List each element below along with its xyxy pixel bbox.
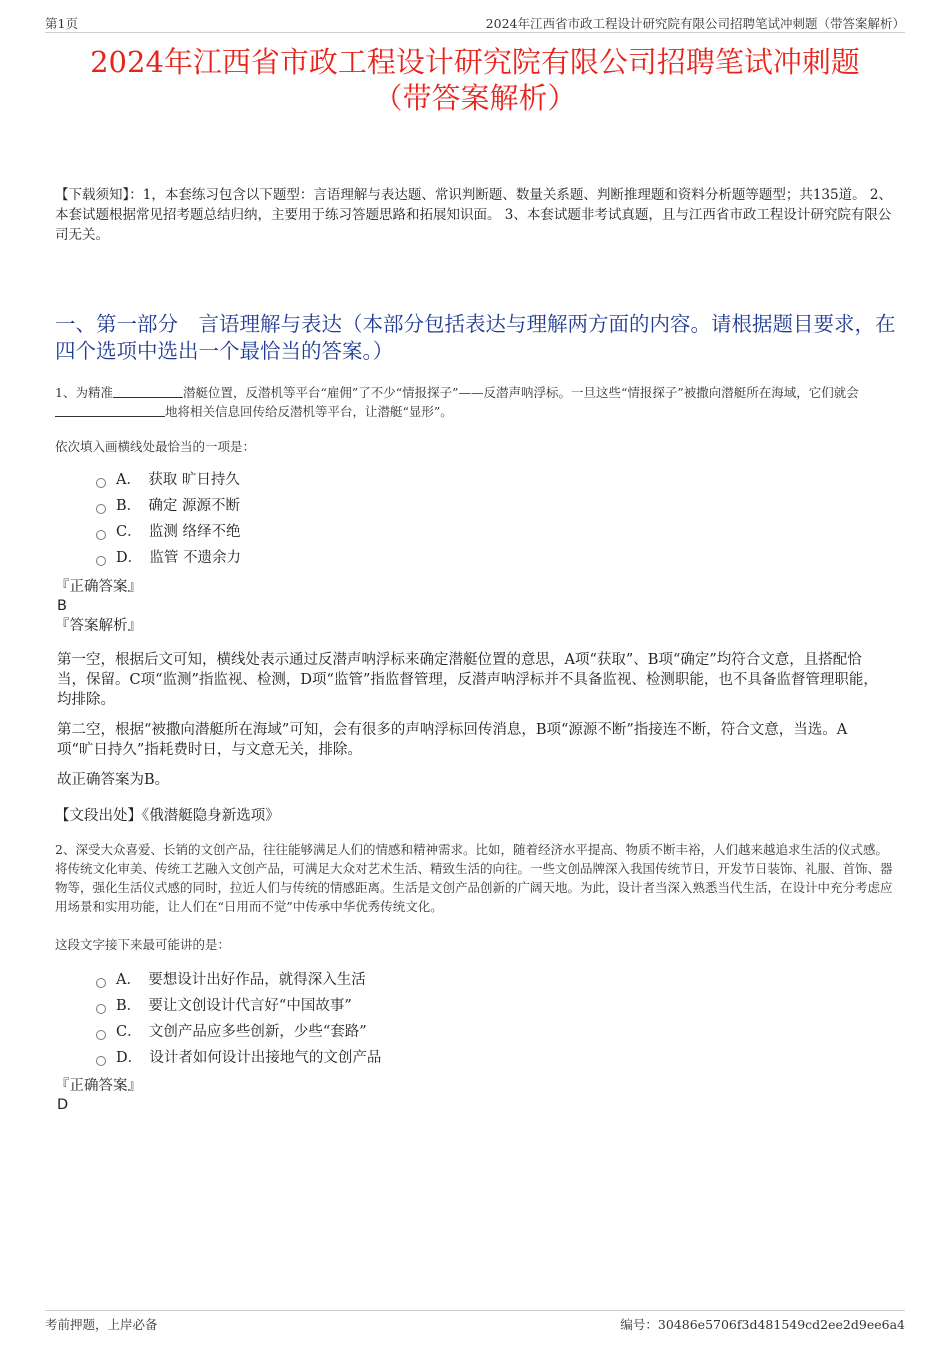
page-number: 第1页 [45, 16, 78, 31]
radio-icon[interactable] [96, 504, 106, 514]
footer-slogan: 考前押题，上岸必备 [45, 1317, 158, 1332]
q1-analysis-paragraph-2: 第二空，根据“被撒向潜艇所在海域”可知，会有很多的声呐浮标回传消息，B项“源源不断”指接连不断，符合文意，当选。A项“旷日持久”指耗费时日，与文意无关，排除。 [57, 722, 848, 758]
q1-source: 【文段出处】《俄潜艇隐身新选项》 [55, 808, 280, 824]
question-1-options [96, 467, 241, 571]
document-title [40, 44, 910, 116]
q1-text-b: 潜艇位置，反潜机等平台“雇佣”了不少“情报探子”——反潜声呐浮标。一旦这些“情报探子”被撒向潜艇所在海域，它们就会 [182, 385, 859, 400]
q1-option-b[interactable]: B． 确定 源源不断 [96, 493, 241, 519]
question-1-prompt: 依次填入画横线处最恰当的一项是： [55, 439, 256, 454]
q1-answer: B [57, 598, 67, 614]
q1-text-a: 1、为精准 [55, 385, 113, 400]
q1-option-d[interactable]: D． 监管 不遗余力 [96, 545, 241, 571]
q1-blank-1 [113, 385, 183, 398]
q1-option-c[interactable]: C． 监测 络绎不绝 [96, 519, 241, 545]
page-footer [45, 1310, 905, 1335]
header-doc-title: 2024年江西省市政工程设计研究院有限公司招聘笔试冲刺题（带答案解析） [485, 16, 905, 31]
q1-blank-2 [55, 404, 165, 417]
question-1-text [55, 383, 900, 421]
title-line-1: 2024年江西省市政工程设计研究院有限公司招聘笔试冲刺题 [90, 45, 860, 79]
download-notice: 【下载须知】：1，本套练习包含以下题型：言语理解与表达题、常识判断题、数量关系题、判断推理题和资料分析题等题型；共135道。 2、本套试题根据常见招考题总结归纳，主要用于练习答题思路和拓展知识面。 3、本套试题非考试真题，且与江西省市政工程设计研究院有限公司无关。 [55, 187, 892, 243]
radio-icon[interactable] [96, 978, 106, 988]
page-header [45, 14, 905, 33]
q1-analysis-paragraph-3: 故正确答案为B。 [57, 772, 170, 788]
q1-text-c: 地将相关信息回传给反潜机等平台，让潜艇“显形”。 [165, 404, 453, 419]
footer-serial-number: 编号：30486e5706f3d481549cd2ee2d9ee6a4 [620, 1317, 905, 1332]
title-line-2: （带答案解析） [373, 81, 577, 115]
question-2-options [96, 967, 381, 1071]
question-2-prompt: 这段文字接下来最可能讲的是： [55, 937, 231, 952]
radio-icon[interactable] [96, 530, 106, 540]
q1-analysis-paragraph-1: 第一空，根据后文可知，横线处表示通过反潜声呐浮标来确定潜艇位置的意思，A项“获取”、B项“确定”均符合文意，且搭配恰当，保留。C项“监测”指监视、检测，D项“监管”指监督管理，反潜声呐浮标并不具备监视、检测职能，也不具备监督管理职能，均排除。 [57, 652, 878, 708]
q1-analysis-label: 『答案解析』 [55, 618, 142, 634]
q2-answer: D [57, 1097, 69, 1113]
section-title: 一、第一部分 言语理解与表达（本部分包括表达与理解两方面的内容。请根据题目要求，在四个选项中选出一个最恰当的答案。） [55, 312, 896, 363]
q2-answer-label: 『正确答案』 [55, 1078, 142, 1094]
question-2-text: 2、深受大众喜爱、长销的文创产品，往往能够满足人们的情感和精神需求。比如，随着经济水平提高、物质不断丰裕，人们越来越追求生活的仪式感。将传统文化审美、传统工艺融入文创产品，可满足大众对艺术生活、精致生活的向往。一些文创品牌深入我国传统节日，开发节日装饰、礼服、首饰、器物等，强化生活仪式感的同时，拉近人们与传统的情感距离。生活是文创产品创新的广阔天地。为此，设计者当深入熟悉当代生活，在设计中充分考虑应用场景和实用功能，让人们在“日用而不觉”中传承中华优秀传统文化。 [55, 842, 893, 914]
radio-icon[interactable] [96, 556, 106, 566]
radio-icon[interactable] [96, 478, 106, 488]
q2-option-a[interactable]: A． 要想设计出好作品，就得深入生活 [96, 967, 381, 993]
radio-icon[interactable] [96, 1004, 106, 1014]
q2-option-b[interactable]: B． 要让文创设计代言好“中国故事” [96, 993, 381, 1019]
radio-icon[interactable] [96, 1030, 106, 1040]
q2-option-d[interactable]: D． 设计者如何设计出接地气的文创产品 [96, 1045, 381, 1071]
q1-answer-label: 『正确答案』 [55, 579, 142, 595]
q1-option-a[interactable]: A． 获取 旷日持久 [96, 467, 241, 493]
q2-option-c[interactable]: C． 文创产品应多些创新，少些“套路” [96, 1019, 381, 1045]
radio-icon[interactable] [96, 1056, 106, 1066]
